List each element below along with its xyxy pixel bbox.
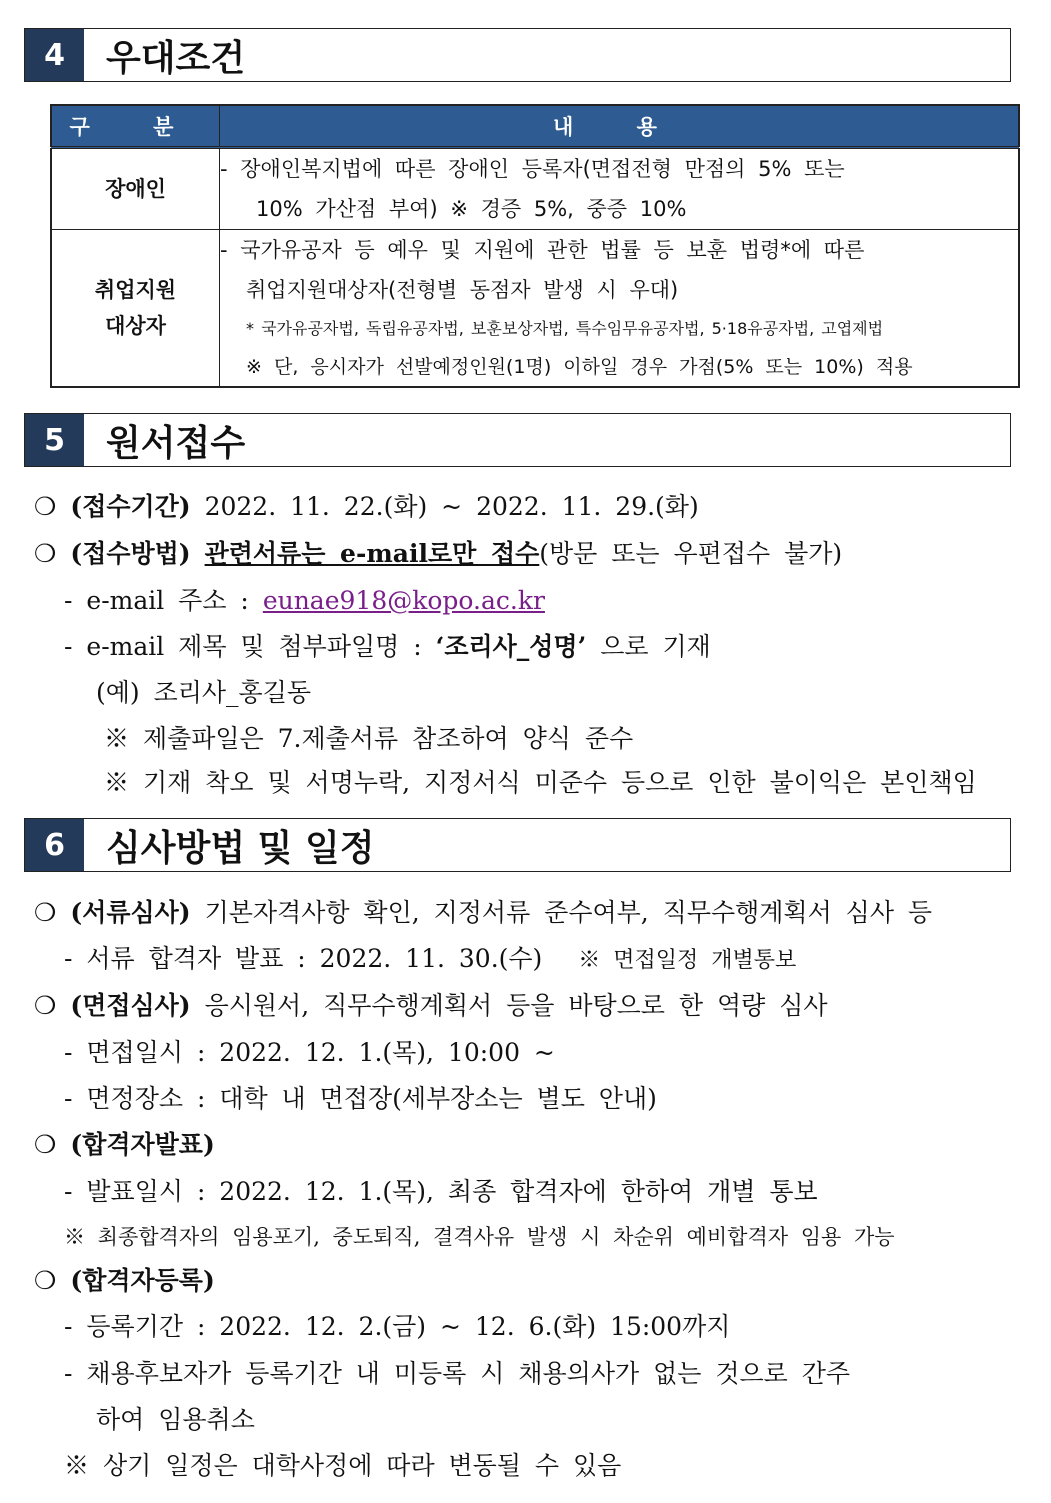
- announcement-note-line: ※ 최종합격자의 임용포기, 중도퇴직, 결격사유 발생 시 차순위 예비합격자 임용 가능: [64, 1225, 895, 1249]
- table-text: - 장애인복지법에 따른 장애인 등록자(면접전형 만점의 5% 또는: [220, 157, 845, 181]
- table-cell-category: [51, 230, 220, 388]
- document-result-line: [64, 944, 796, 976]
- item-value: 기본자격사항 확인, 지정서류 준수여부, 직무수행계획서 심사 등: [190, 898, 933, 927]
- table-header-row: [51, 105, 1019, 148]
- registration-rule-line: 하여 임용취소: [96, 1405, 255, 1434]
- category-line: 취업지원: [94, 278, 177, 302]
- subject-prefix: - e-mail 제목 및 첨부파일명 :: [64, 632, 436, 661]
- result-date: - 서류 합격자 발표 : 2022. 11. 30.(수): [64, 944, 543, 973]
- email-label: - e-mail 주소 :: [64, 586, 263, 615]
- section-title: 원서접수: [106, 422, 246, 464]
- note-line: ※ 기재 착오 및 서명누락, 지정서식 미준수 등으로 인한 불이익은 본인책임: [104, 768, 977, 797]
- email-subject-line: [64, 632, 711, 662]
- receipt-period: [34, 492, 699, 522]
- table-text: - 국가유공자 등 예우 및 지원에 관한 법률 등 보훈 법령*에 따른: [220, 238, 865, 262]
- email-link[interactable]: eunae918@kopo.ac.kr: [262, 586, 545, 615]
- interview-date-line: - 면접일시 : 2022. 12. 1.(목), 10:00 ~: [64, 1038, 555, 1067]
- section-5-header: [24, 413, 1011, 467]
- subject-suffix: 으로 기재: [586, 632, 711, 661]
- item-label: (합격자발표): [70, 1130, 215, 1159]
- bullet-icon: ❍: [34, 991, 57, 1020]
- method-underlined: 관련서류는 e-mail로만 접수: [204, 539, 540, 568]
- section-number: 6: [25, 819, 84, 871]
- registration-period-line: - 등록기간 : 2022. 12. 2.(금) ~ 12. 6.(화) 15:00까지: [64, 1312, 731, 1341]
- bullet-icon: ❍: [34, 492, 57, 521]
- item-label: (서류심사): [70, 898, 191, 927]
- item-value: 응시원서, 직무수행계획서 등을 바탕으로 한 역량 심사: [190, 991, 828, 1020]
- table-text: 취업지원대상자(전형별 동점자 발생 시 우대): [246, 278, 679, 302]
- bullet-icon: ❍: [34, 1266, 57, 1295]
- item-label: (합격자등록): [70, 1266, 215, 1295]
- method-rest: (방문 또는 우편접수 불가): [539, 539, 843, 568]
- bullet-icon: ❍: [34, 898, 57, 927]
- table-cell-content: [220, 148, 1020, 230]
- table-footnote: * 국가유공자법, 독립유공자법, 보훈보상자법, 특수임무유공자법, 5·18유공자법, 고엽제법: [246, 319, 884, 338]
- announcement-date-line: - 발표일시 : 2022. 12. 1.(목), 최종 합격자에 한하여 개별 통보: [64, 1177, 818, 1206]
- preference-table: [50, 104, 1020, 388]
- example-line: (예) 조리사_홍길동: [96, 678, 312, 707]
- item-value: 2022. 11. 22.(화) ~ 2022. 11. 29.(화): [190, 492, 699, 521]
- table-header-category: 구 분: [51, 105, 220, 148]
- category-line: 대상자: [105, 314, 166, 338]
- table-cell-content: [220, 230, 1020, 388]
- table-note: ※ 단, 응시자가 선발예정인원(1명) 이하일 경우 가점(5% 또는 10%) 적용: [246, 356, 913, 378]
- bullet-icon: ❍: [34, 539, 57, 568]
- item-label: (면접심사): [70, 991, 191, 1020]
- interview-place-line: - 면정장소 : 대학 내 면접장(세부장소는 별도 안내): [64, 1084, 657, 1113]
- subject-format: ‘조리사_성명’: [435, 632, 587, 661]
- bullet-icon: ❍: [34, 1130, 57, 1159]
- section-number: 4: [25, 29, 84, 81]
- table-row: [51, 148, 1019, 230]
- interview-review: [34, 991, 828, 1021]
- item-label: (접수방법): [70, 539, 191, 568]
- item-label: (접수기간): [70, 492, 191, 521]
- receipt-method: [34, 539, 842, 569]
- result-note: ※ 면접일정 개별통보: [578, 948, 797, 973]
- section-number: 5: [25, 414, 84, 466]
- registration-heading: [34, 1266, 215, 1296]
- section-6-header: [24, 818, 1011, 872]
- table-cell-category: 장애인: [51, 148, 220, 230]
- section-4-header: [24, 28, 1011, 82]
- table-text: 10% 가산점 부여) ※ 경증 5%, 중증 10%: [256, 197, 687, 221]
- table-row: [51, 230, 1019, 388]
- final-note-line: ※ 상기 일정은 대학사정에 따라 변동될 수 있음: [64, 1451, 622, 1480]
- document-review: [34, 898, 932, 928]
- table-header-content: 내 용: [220, 105, 1020, 148]
- section-title: 우대조건: [106, 37, 246, 79]
- announcement-heading: [34, 1130, 215, 1160]
- registration-rule-line: - 채용후보자가 등록기간 내 미등록 시 채용의사가 없는 것으로 간주: [64, 1359, 851, 1388]
- email-address-line: [64, 586, 545, 616]
- note-line: ※ 제출파일은 7.제출서류 참조하여 양식 준수: [104, 724, 634, 753]
- section-title: 심사방법 및 일정: [106, 827, 375, 869]
